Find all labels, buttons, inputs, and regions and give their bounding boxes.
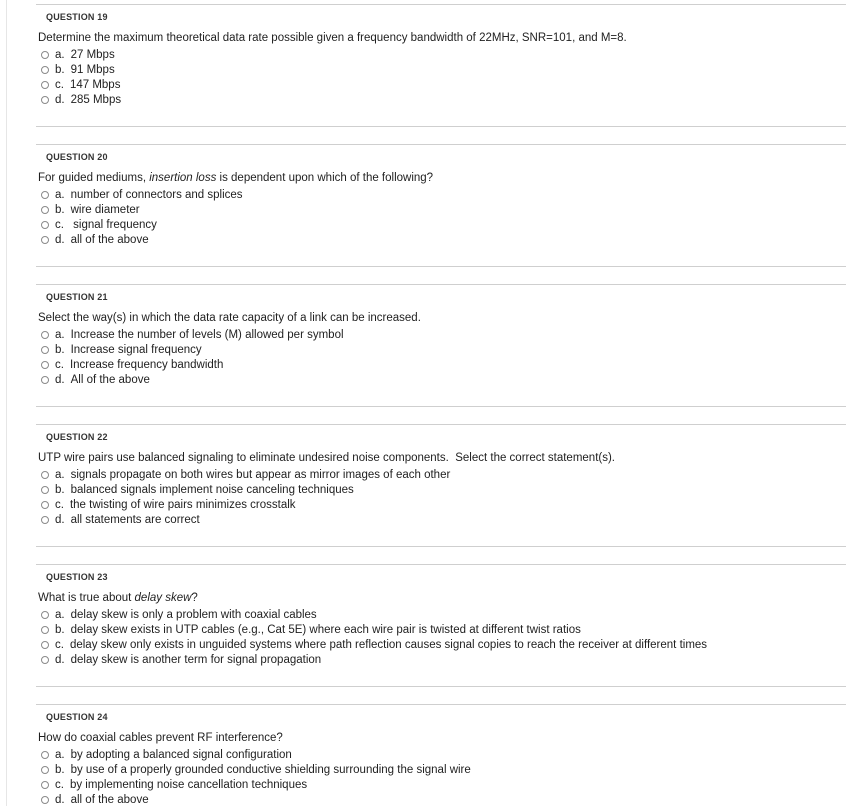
radio-button-icon[interactable] <box>41 796 49 804</box>
radio-button-icon[interactable] <box>41 766 49 774</box>
answer-options <box>38 747 471 806</box>
answer-options <box>38 607 707 668</box>
radio-button-icon[interactable] <box>41 331 49 339</box>
radio-button-icon[interactable] <box>41 626 49 634</box>
option-text: All of the above <box>70 374 150 387</box>
question-top-divider <box>36 4 846 5</box>
answer-option-c[interactable] <box>38 217 243 232</box>
answer-option-d[interactable] <box>38 373 344 388</box>
option-text: delay skew is only a problem with coaxial cables <box>70 608 317 621</box>
answer-option-a[interactable] <box>38 467 450 482</box>
question-bottom-divider <box>36 126 846 127</box>
answer-option-a[interactable] <box>38 327 344 342</box>
option-letter: a. <box>55 748 65 761</box>
question-text-part: ? <box>191 592 198 604</box>
question-text: Select the way(s) in which the data rate capacity of a link can be increased. <box>38 312 421 324</box>
option-text: all of the above <box>70 794 149 806</box>
option-letter: d. <box>55 794 65 806</box>
option-letter: a. <box>55 48 65 61</box>
option-text: Increase the number of levels (M) allowed per symbol <box>70 328 344 341</box>
radio-button-icon[interactable] <box>41 471 49 479</box>
answer-option-d[interactable] <box>38 513 450 528</box>
question-20 <box>0 140 846 280</box>
radio-button-icon[interactable] <box>41 96 49 104</box>
option-letter: a. <box>55 468 65 481</box>
option-text: all of the above <box>70 234 149 247</box>
radio-button-icon[interactable] <box>41 781 49 789</box>
answer-option-b[interactable] <box>38 202 243 217</box>
option-text: all statements are correct <box>70 514 200 527</box>
answer-option-b[interactable] <box>38 482 450 497</box>
answer-option-c[interactable] <box>38 637 707 652</box>
option-text: 147 Mbps <box>69 78 121 91</box>
option-text: by use of a properly grounded conductive shielding surrounding the signal wire <box>70 763 471 776</box>
option-letter: d. <box>55 94 65 107</box>
radio-button-icon[interactable] <box>41 611 49 619</box>
option-letter: c. <box>55 78 64 91</box>
question-text-part: is dependent upon which of the following? <box>216 172 434 184</box>
question-text: How do coaxial cables prevent RF interference? <box>38 732 283 744</box>
radio-button-icon[interactable] <box>41 236 49 244</box>
option-letter: b. <box>55 483 65 496</box>
option-letter: d. <box>55 374 65 387</box>
option-text: wire diameter <box>70 203 140 216</box>
option-letter: b. <box>55 763 65 776</box>
question-header: QUESTION 20 <box>46 152 108 162</box>
answer-options <box>38 187 243 248</box>
question-top-divider <box>36 144 846 145</box>
question-text-emphasis: delay skew <box>134 592 192 604</box>
radio-button-icon[interactable] <box>41 51 49 59</box>
option-letter: d. <box>55 654 65 667</box>
answer-option-b[interactable] <box>38 62 121 77</box>
option-text: balanced signals implement noise canceling techniques <box>70 483 354 496</box>
question-bottom-divider <box>36 546 846 547</box>
question-header: QUESTION 23 <box>46 572 108 582</box>
question-header: QUESTION 21 <box>46 292 108 302</box>
option-text: signals propagate on both wires but appear as mirror images of each other <box>70 468 451 481</box>
option-text: 27 Mbps <box>70 48 115 61</box>
answer-option-a[interactable] <box>38 47 121 62</box>
radio-button-icon[interactable] <box>41 501 49 509</box>
answer-option-a[interactable] <box>38 607 707 622</box>
option-letter: b. <box>55 63 65 76</box>
option-letter: a. <box>55 328 65 341</box>
question-22 <box>0 420 846 560</box>
answer-option-d[interactable] <box>38 233 243 248</box>
option-text: delay skew only exists in unguided systems where path reflection causes signal copies to reach the receiver at different times <box>69 638 708 651</box>
question-bottom-divider <box>36 406 846 407</box>
option-letter: c. <box>55 498 64 511</box>
option-letter: c. <box>55 778 64 791</box>
question-24 <box>0 700 846 806</box>
radio-button-icon[interactable] <box>41 516 49 524</box>
answer-options <box>38 467 450 528</box>
option-letter: c. <box>55 638 64 651</box>
radio-button-icon[interactable] <box>41 361 49 369</box>
question-text <box>38 592 198 604</box>
question-21 <box>0 280 846 420</box>
question-text <box>38 172 433 184</box>
question-top-divider <box>36 704 846 705</box>
answer-options <box>38 327 344 388</box>
question-top-divider <box>36 564 846 565</box>
option-text: 91 Mbps <box>70 63 115 76</box>
question-23 <box>0 560 846 700</box>
question-top-divider <box>36 424 846 425</box>
question-bottom-divider <box>36 266 846 267</box>
answer-option-b[interactable] <box>38 622 707 637</box>
question-text-part: For guided mediums, <box>38 172 150 184</box>
radio-button-icon[interactable] <box>41 346 49 354</box>
option-text: delay skew exists in UTP cables (e.g., Cat 5E) where each wire pair is twisted at different twist ratios <box>70 623 581 636</box>
radio-button-icon[interactable] <box>41 206 49 214</box>
question-bottom-divider <box>36 686 846 687</box>
option-text: by implementing noise cancellation techniques <box>69 778 308 791</box>
option-text: by adopting a balanced signal configuration <box>70 748 292 761</box>
radio-button-icon[interactable] <box>41 376 49 384</box>
question-header: QUESTION 22 <box>46 432 108 442</box>
question-header: QUESTION 19 <box>46 12 108 22</box>
question-19 <box>0 0 846 140</box>
answer-option-d[interactable] <box>38 653 707 668</box>
question-text-emphasis: insertion loss <box>149 172 217 184</box>
answer-option-a[interactable] <box>38 187 243 202</box>
option-text: Increase signal frequency <box>70 343 202 356</box>
option-letter: c. <box>55 218 64 231</box>
option-text: delay skew is another term for signal propagation <box>70 654 322 667</box>
answer-option-a[interactable] <box>38 747 471 762</box>
option-letter: a. <box>55 188 65 201</box>
question-top-divider <box>36 284 846 285</box>
option-text: signal frequency <box>69 218 157 231</box>
radio-button-icon[interactable] <box>41 641 49 649</box>
question-header: QUESTION 24 <box>46 712 108 722</box>
answer-option-c[interactable] <box>38 497 450 512</box>
answer-option-c[interactable] <box>38 77 121 92</box>
radio-button-icon[interactable] <box>41 486 49 494</box>
answer-option-d[interactable] <box>38 793 471 806</box>
answer-option-c[interactable] <box>38 777 471 792</box>
radio-button-icon[interactable] <box>41 81 49 89</box>
radio-button-icon[interactable] <box>41 656 49 664</box>
answer-option-b[interactable] <box>38 342 344 357</box>
radio-button-icon[interactable] <box>41 221 49 229</box>
answer-options <box>38 47 121 108</box>
option-letter: c. <box>55 358 64 371</box>
question-text-part: What is true about <box>38 592 135 604</box>
option-letter: d. <box>55 514 65 527</box>
option-letter: b. <box>55 203 65 216</box>
option-letter: b. <box>55 343 65 356</box>
answer-option-c[interactable] <box>38 357 344 372</box>
radio-button-icon[interactable] <box>41 66 49 74</box>
radio-button-icon[interactable] <box>41 191 49 199</box>
option-text: Increase frequency bandwidth <box>69 358 224 371</box>
answer-option-b[interactable] <box>38 762 471 777</box>
radio-button-icon[interactable] <box>41 751 49 759</box>
option-text: number of connectors and splices <box>70 188 243 201</box>
option-text: 285 Mbps <box>70 94 122 107</box>
question-text: Determine the maximum theoretical data rate possible given a frequency bandwidth of 22MHz, SNR=101, and M=8. <box>38 32 627 44</box>
option-letter: d. <box>55 234 65 247</box>
option-letter: b. <box>55 623 65 636</box>
option-text: the twisting of wire pairs minimizes crosstalk <box>69 498 296 511</box>
question-text: UTP wire pairs use balanced signaling to eliminate undesired noise components. Select the correct statement(s). <box>38 452 615 464</box>
option-letter: a. <box>55 608 65 621</box>
answer-option-d[interactable] <box>38 93 121 108</box>
